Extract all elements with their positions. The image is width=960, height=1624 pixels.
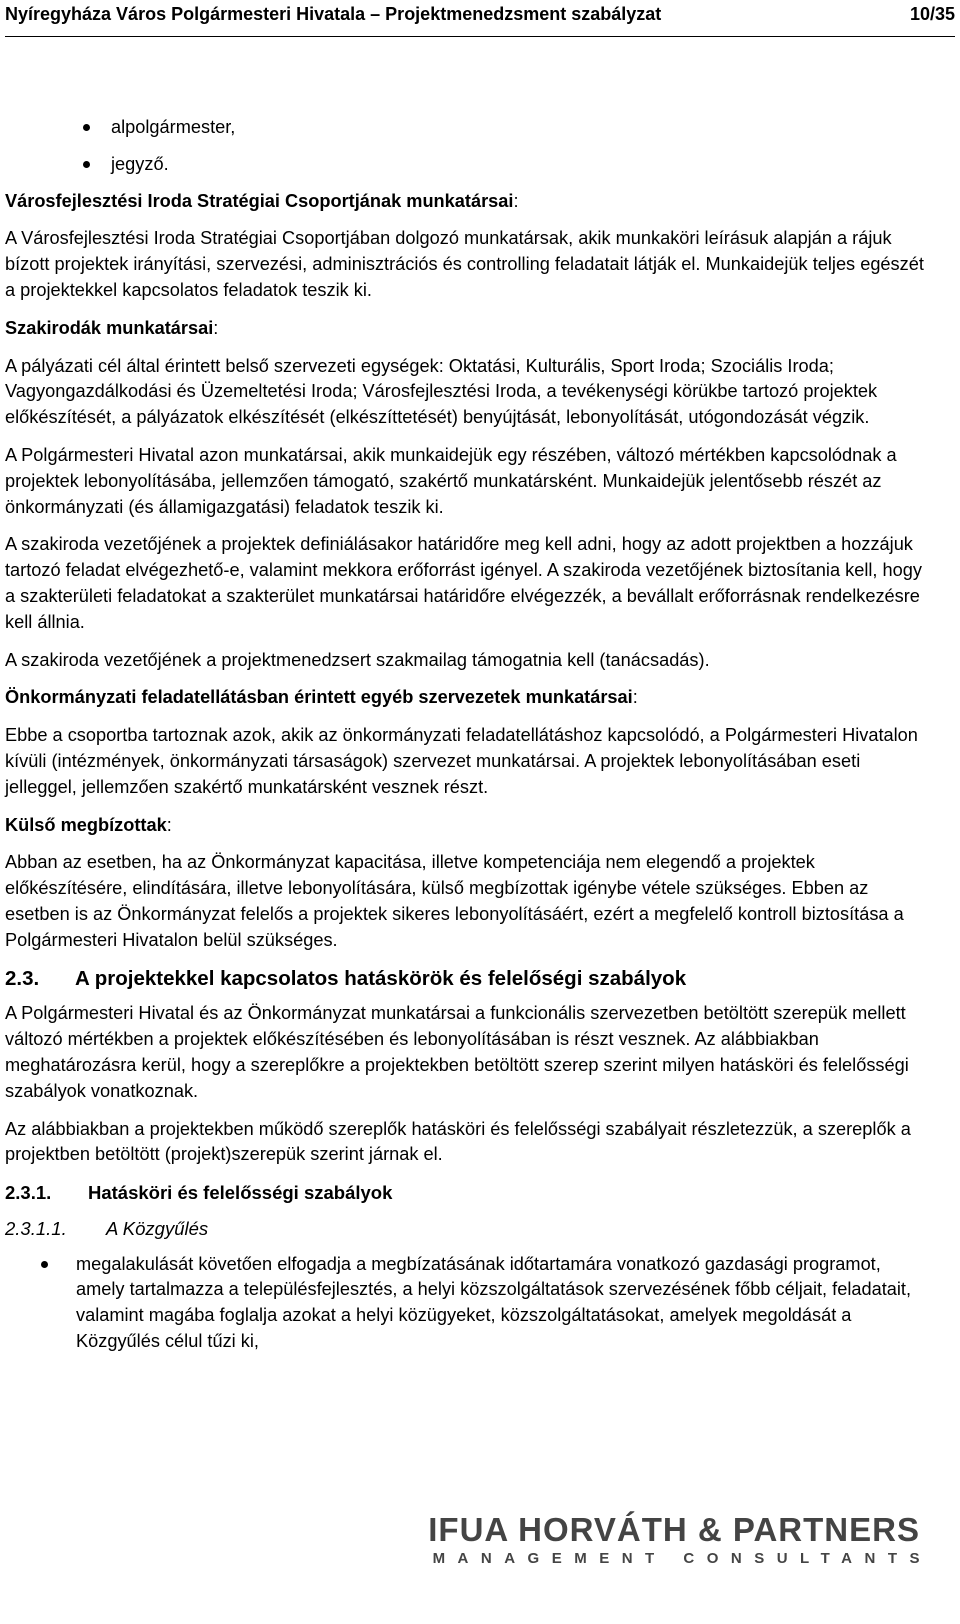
paragraph: A szakiroda vezetőjének a projektmenedzsert szakmailag támogatnia kell (tanácsadás). <box>5 649 710 670</box>
paragraph: Abban az esetben, ha az Önkormányzat kapacitása, illetve kompetenciája nem elegendő a projektek előkészítésére, elindítására, illetve lebonyolítására, külső megbízottak igénybe vétele szükséges. Ebben az esetben is az Önkormányzat felelős a projektek sikeres lebonyolításáért, ezért a megfelelő kontroll biztosítása a Polgármesteri Hivatalon belül szükséges. <box>5 852 904 950</box>
section-heading: Városfejlesztési Iroda Stratégiai Csoportjának munkatársai: <box>5 190 519 211</box>
section-heading: Külső megbízottak: <box>5 814 172 835</box>
paragraph: A pályázati cél által érintett belső szervezeti egységek: Oktatási, Kulturális, Sport Iroda; Szociális Iroda; Vagyongazdálkodási és Üzemeltetési Iroda; Városfejlesztési Iroda, a tevékenységi körükbe tartozó projektek előkészítését, a pályázatok elkészítését (elkészíttetését) benyújtását, lebonyolítását, utógondozását végzik. <box>5 355 878 428</box>
bottom-bullet-list <box>5 1252 933 1355</box>
paragraph: Ebbe a csoportba tartoznak azok, akik az önkormányzati feladatellátáshoz kapcsolódó, a Polgármesteri Hivatalon kívüli (intézmények, önkormányzati társaságok) szervezet munkatársai. A projektek lebonyolításában eseti jelleggel, jellemzően szakértő munkatársként vesznek részt. <box>5 725 918 797</box>
paragraph: A Polgármesteri Hivatal azon munkatársai, akik munkaidejük egy részében, változó mértékben kapcsolódnak a projektek lebonyolításába, jellemzően támogató, szakértő munkatársként. Munkaidejük jelentősebb részét az önkormányzati (és államigazgatási) feladatok teszik ki. <box>5 444 897 517</box>
top-bullet-list <box>5 115 933 178</box>
list-item: alpolgármester, <box>5 115 933 141</box>
company-logo <box>428 1511 932 1567</box>
section-heading: Szakirodák munkatársai: <box>5 317 219 338</box>
list-item: jegyző. <box>5 152 933 178</box>
paragraph: Az alábbiakban a projektekben működő szereplők hatásköri és felelősségi szabályait részletezzük, a szereplők a projektben betöltött (projekt)szerepük szerint járnak el. <box>5 1118 911 1165</box>
bullet-icon <box>83 124 90 131</box>
bullet-icon <box>83 161 90 168</box>
heading-2-3-1: 2.3.1. Hatásköri és felelősségi szabályok <box>5 1182 393 1204</box>
heading-2-3-1-1: 2.3.1.1. A Közgyűlés <box>5 1217 209 1239</box>
page-number: 10/35 <box>909 4 955 24</box>
section-heading: Önkormányzati feladatellátásban érintett egyéb szervezetek munkatársai: <box>5 687 638 708</box>
logo-tagline: MANAGEMENT CONSULTANTS <box>432 1550 932 1567</box>
bullet-icon <box>41 1261 48 1268</box>
page-header <box>5 0 955 37</box>
paragraph: A szakiroda vezetőjének a projektek definiálásakor határidőre meg kell adni, hogy az adott projektben a hozzájuk tartozó feladat elvégezhető-e, valamint mekkora erőforrást igényel. A szakiroda vezetőjének biztosítania kell, hogy a szakterületi feladatokat a szakterület munkatársai határidőre elvégezzék, a bevállalt erőforrásnak rendelkezésre kell állnia. <box>5 534 922 632</box>
logo-wordmark: IFUA HORVÁTH & PARTNERS <box>428 1511 920 1548</box>
document-body <box>5 115 933 1355</box>
document-title: Nyíregyháza Város Polgármesteri Hivatala – Projektmenedzsment szabályzat <box>5 4 662 24</box>
list-item: megalakulását követően elfogadja a megbízatásának időtartamára vonatkozó gazdasági programot, amely tartalmazza a településfejlesztés, a helyi közszolgáltatások szervezésének főbb céljait, feladatait, valamint magába foglalja azokat a helyi közügyeket, közszolgáltatásokat, amelyek megoldását a Közgyűlés célul tűzi ki, <box>5 1252 933 1355</box>
heading-2-3: 2.3. A projektekkel kapcsolatos hatáskörök és felelőségi szabályok <box>5 966 687 990</box>
paragraph: A Városfejlesztési Iroda Stratégiai Csoportjában dolgozó munkatársak, akik munkaköri leírásuk alapján a rájuk bízott projektek irányítási, szervezési, adminisztrációs és controlling feladatait látják el. Munkaidejük teljes egészét a projektekkel kapcsolatos feladatok teszik ki. <box>5 228 924 300</box>
paragraph: A Polgármesteri Hivatal és az Önkormányzat munkatársai a funkcionális szervezetben betöltött szerepük mellett változó mértékben a projektek előkészítésében és lebonyolításában is részt vesznek. Az alábbiakban meghatározásra kerül, hogy a szereplőkre a projektekben betöltött szerep szerint milyen hatásköri és felelősségi szabályok vonatkoznak. <box>5 1003 909 1101</box>
